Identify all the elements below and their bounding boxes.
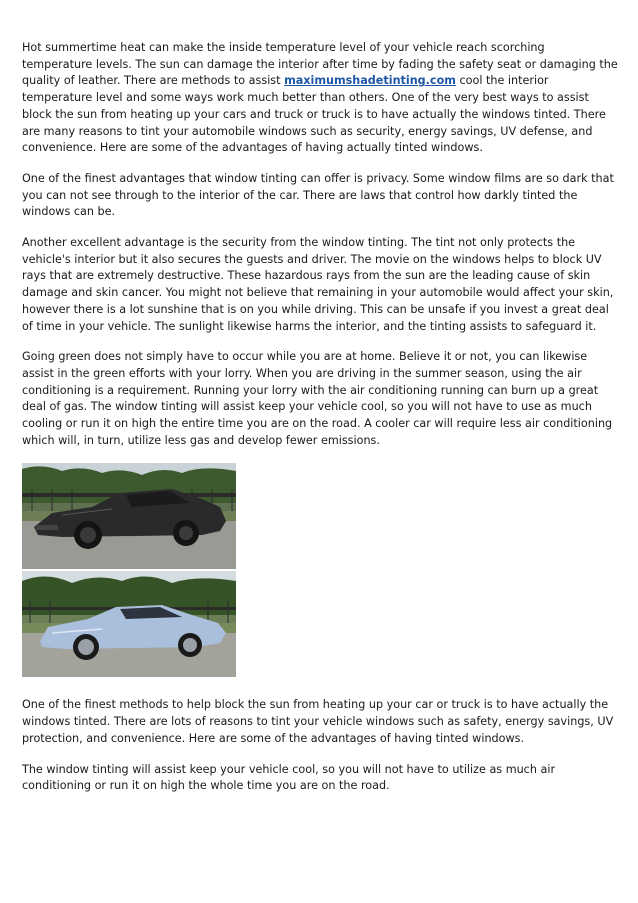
car-photos [22, 463, 236, 677]
article-body [22, 40, 618, 809]
paragraph-3: Another excellent advantage is the security from the window tinting. The tint not only protects the vehicle's interior but it also secures the guests and driver. The movie on the windows helps to block UV rays that are extremely destructive. These hazardous rays from the sun are the leading cause of skin damage and skin cancer. You might not believe that remaining in your automobile would affect your skin, however there is a lot sunshine that is on you while driving. This can be unsafe if you invest a great deal of time in your vehicle. The sunlight likewise harms the interior, and the tinting assists to safeguard it. [22, 236, 614, 333]
paragraph-6: The window tinting will assist keep your vehicle cool, so you will not have to utilize as much air conditioning or run it on high the whole time you are on the road. [22, 762, 556, 793]
paragraph-1-rest: cool the interior temperature level and some ways work much better than others. One of the very best ways to assist block the sun from heating up your cars and truck or truck is to have actually the windows tinted. There are many reasons to tint your automobile windows such as security, energy savings, UV defense, and convenience. Here are some of the advantages of having actually tinted windows. [22, 74, 606, 155]
paragraph-5: One of the finest methods to help block the sun from heating up your car or truck is to have actually the windows tinted. There are lots of reasons to tint your vehicle windows such as safety, energy savings, UV protection, and convenience. Here are some of the advantages of having tinted windows. [22, 698, 614, 745]
maximumshadetinting-link[interactable]: maximumshadetinting.com [284, 74, 456, 88]
paragraph-1 [22, 40, 618, 157]
paragraph-2: One of the finest advantages that window tinting can offer is privacy. Some window films are so dark that you can not see through to the interior of the car. There are laws that control how darkly tinted the windows can be. [22, 171, 614, 219]
paragraph-4: Going green does not simply have to occur while you are at home. Believe it or not, you can likewise assist in the green efforts with your lorry. When you are driving in the summer season, using the air conditioning is a requirement. Running your lorry with the air conditioning running can burn up a great deal of gas. The window tinting will assist keep your vehicle cool, so you will not have to use as much cooling or run it on high the entire time you are on the road. A cooler car will require less air conditioning which will, in turn, utilize less gas and develop fewer emissions. [22, 350, 613, 447]
paragraph-1-intro: Hot summertime heat can make the inside temperature level of your vehicle reach scorching temperature levels. The sun can damage the interior after time by fading the safety seat or damaging the quality of leather. There are methods to assist [22, 41, 618, 88]
light-blue-camaro-photo [22, 571, 236, 677]
black-camaro-photo [22, 463, 236, 569]
